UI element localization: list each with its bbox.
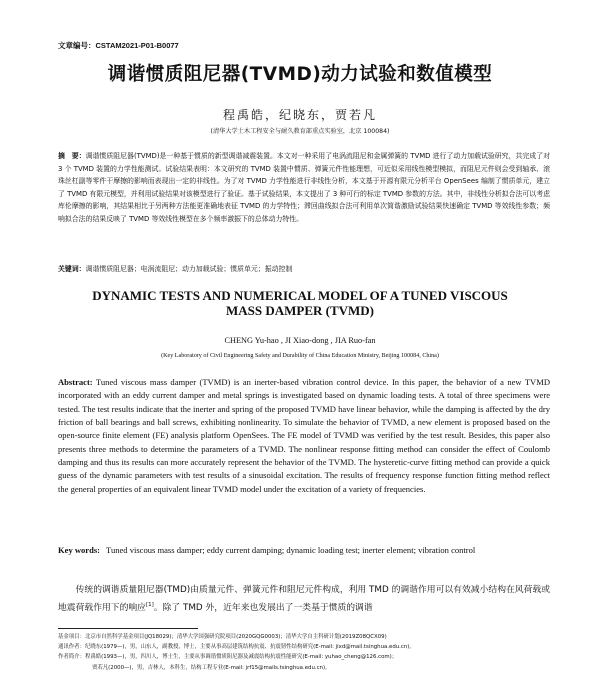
english-title bbox=[0, 288, 600, 318]
chinese-keywords-label: 关键词： bbox=[58, 265, 86, 273]
body-paragraph bbox=[58, 583, 550, 616]
chinese-keywords-text: 调谐惯质阻尼器；电涡流阻尼；动力加载试验；惯质单元；振动控制 bbox=[85, 265, 293, 273]
english-affiliation: (Key Laboratory of Civil Engineering Safety and Durability of China Education Ministry, Beijing 100084, China) bbox=[161, 353, 439, 359]
body-paragraph-end: 。除了 TMD 外，近年来也发展出了一类基于惯质的调谐 bbox=[153, 602, 373, 613]
footnote-author-bio-continued: 贾若凡(2000—)，男，吉林人，本科生，结构工程专业(E-mail: jrf15@mails.tsinghua.edu.cn)。 bbox=[92, 664, 331, 671]
footnote-corresponding-author: 通讯作者：纪晓东(1979—)，男，山东人，副教授，博士，主要从事高层建筑结构抗震、抗震韧性结构研究(E-mail: jixd@mail.tsinghua.edu.cn)。 bbox=[58, 644, 415, 651]
footnote-divider bbox=[58, 628, 198, 629]
chinese-title: 调谐惯质阻尼器(TVMD)动力试验和数值模型 bbox=[107, 64, 493, 85]
chinese-keywords bbox=[58, 263, 550, 275]
english-keywords-text: Tuned viscous mass damper; eddy current damping; dynamic loading test; inerter element; vibration control bbox=[106, 545, 476, 555]
english-title-line-1: DYNAMIC TESTS AND NUMERICAL MODEL OF A TUNED VISCOUS bbox=[92, 288, 508, 303]
body-paragraph-start: 传统的调谐质量阻尼器(TMD)由质量元件、弹簧元件和阻尼元件构成，利用 TMD 的调谐作用可以有效减小结构在风荷载或地震荷载作用下的响应 bbox=[58, 585, 550, 613]
chinese-affiliation: (清华大学土木工程安全与耐久教育部重点实验室，北京 100084) bbox=[210, 128, 390, 135]
english-abstract bbox=[58, 376, 550, 496]
english-abstract-label: Abstract: bbox=[58, 377, 93, 387]
chinese-abstract-text: 调谐惯质阻尼器(TVMD)是一种基于惯质的新型调谐减震装置。本文对一种采用了电涡流阻尼和金属弹簧的 TVMD 进行了动力加载试验研究，共完成了对 3 个 TVMD 装置的力学性能测试。试验结果表明：本文研究的 TVMD 装置中惯质、弹簧元件性能理想，可近似采用线性模型模拟，而阻尼元件则会受到轴承、滚珠丝杠副等零件干摩擦的影响而表现出一定的非线性。为了对 TVMD 力学性能进行非线性分析，本文基于开源有限元分析平台 OpenSees 编制了惯质单元，建立了 TVMD 有限元模型，并利用试验结果对该模型进行了验证。基于试验结果，本文提出了 3 种可行的标定 TVMD 参数的方法。其中，非线性分析拟合法可以考虑库伦摩擦的影响，其结果相比于另两种方法能更准确地表征 TVMD 的力学特性；滞回曲线拟合法可利用单次简谐激励试验结果快速确定 TVMD 等效线性参数；频响拟合法的结果反映了 TVMD 等效线性模型在多个频率激振下的总体动力特性。 bbox=[58, 152, 550, 223]
chinese-authors: 程禹皓，纪晓东，贾若凡 bbox=[222, 108, 377, 122]
chinese-abstract-label: 摘 要： bbox=[58, 152, 86, 160]
english-title-line-2: MASS DAMPER (TVMD) bbox=[225, 303, 375, 318]
footnote-author-bio: 作者简介：程禹皓(1993—)，男，四川人，博士生，主要从事调谐惯质阻尼器及减震结构抗震性能研究(E-mail: yuhao_cheng@126.com)； bbox=[58, 654, 398, 661]
english-keywords-label: Key words: bbox=[58, 545, 101, 555]
chinese-abstract bbox=[58, 150, 550, 226]
footnote-funding: 基金项目：北京市自然科学基金项目(JQ18029)；清华大学国强研究院项目(2020GQG0003)；清华大学自主科研计划(2019Z08QCX09) bbox=[58, 634, 387, 640]
english-authors: CHENG Yu-hao , JI Xiao-dong , JIA Ruo-fan bbox=[224, 336, 376, 345]
article-number: 文章编号：CSTAM2021-P01-B0077 bbox=[58, 41, 179, 50]
footnotes bbox=[58, 632, 550, 673]
citation-reference: [1] bbox=[145, 601, 154, 608]
english-abstract-text: Tuned viscous mass damper (TVMD) is an inerter-based vibration control device. In this paper, the behavior of a new TVMD incorporated with an eddy current damper and metal springs is investigated based on dynamic loading tests. A total of three specimens were tested. The test results indicate that the inerter and spring of the proposed TVMD have linear behavior, while the damping is affected by the dry friction of ball bearings and ball screws, exhibiting nonlinearity. To simulate the behavior of TVMD, a new element is proposed based on the open-source finite element (FE) analysis platform OpenSees. The FE model of TVMD was verified by the test result. Besides, this paper also presents three methods to determine the parameters of a TVMD. The nonlinear response fitting method can consider the effect of Coulomb damping and thus its results can more accurately represent the behavior of the TVMD. The hysteretic-curve fitting method can provide a quick guess of the dynamic parameters with test results of a sinusoidal excitation. The results of frequency response function fitting method reflect the general properties of an equivalent linear TVMD model under the excitation of a variety of frequencies. bbox=[58, 377, 551, 494]
english-keywords bbox=[58, 544, 550, 557]
